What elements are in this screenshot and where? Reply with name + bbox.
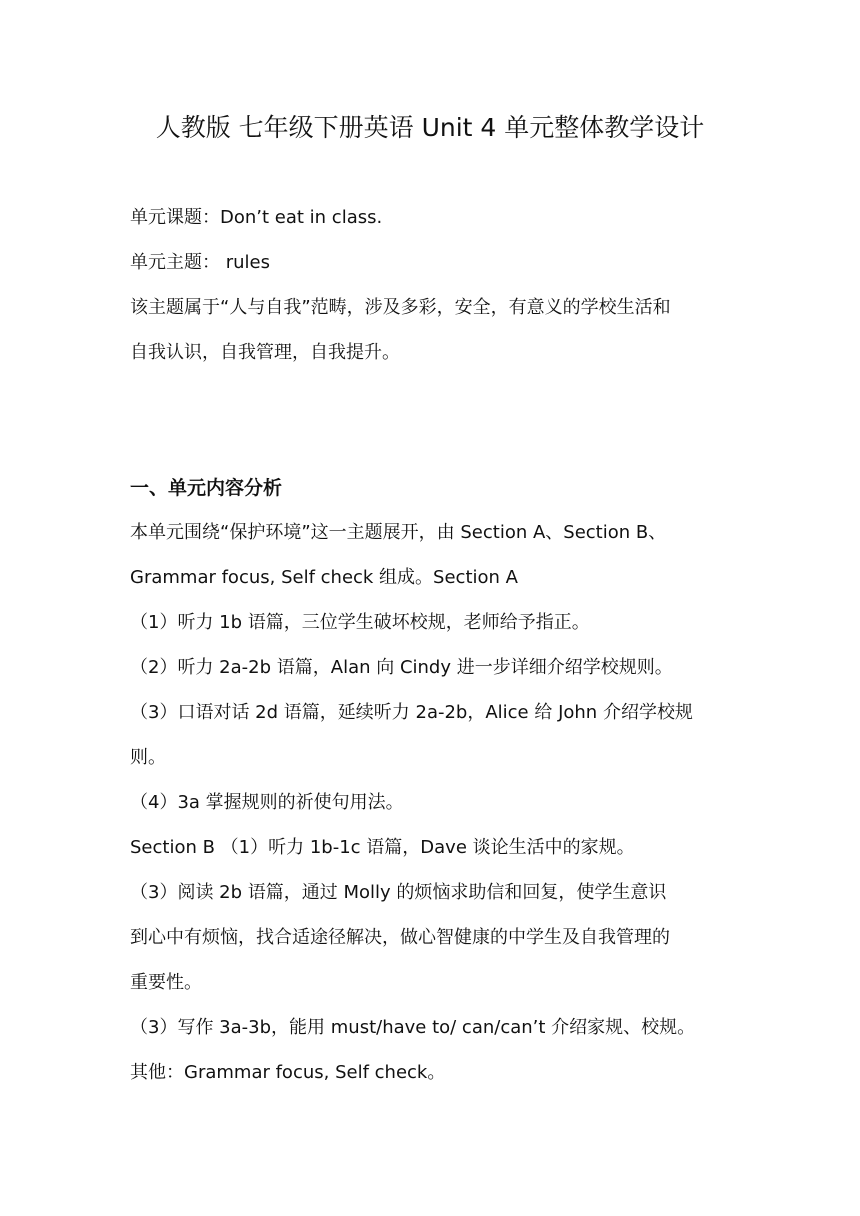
content-line: 到心中有烦恼，找合适途径解决，做心智健康的中学生及自我管理的 (130, 927, 670, 948)
theme-description-line: 自我认识，自我管理，自我提升。 (130, 342, 400, 363)
content-line: （3）写作 3a-3b，能用 must/have to/ can/can’t 介绍家规、校规。 (130, 1017, 696, 1038)
content-line: （4）3a 掌握规则的祈使句用法。 (130, 792, 404, 813)
theme-description-line: 该主题属于“人与自我”范畴，涉及多彩，安全，有意义的学校生活和 (130, 297, 671, 318)
document-title: 人教版 七年级下册英语 Unit 4 单元整体教学设计 (155, 113, 705, 142)
content-line: 其他：Grammar focus, Self check。 (130, 1062, 446, 1083)
content-line: （1）听力 1b 语篇，三位学生破坏校规，老师给予指正。 (130, 612, 590, 633)
content-line: （3）口语对话 2d 语篇，延续听力 2a-2b，Alice 给 John 介绍学校规 (130, 702, 693, 723)
content-line: 本单元围绕“保护环境”这一主题展开，由 Section A、Section B、 (130, 522, 667, 543)
content-line: 则。 (130, 747, 166, 768)
content-line: Section B （1）听力 1b-1c 语篇，Dave 谈论生活中的家规。 (130, 837, 635, 858)
content-line: Grammar focus, Self check 组成。Section A (130, 567, 518, 588)
content-line: （2）听力 2a-2b 语篇，Alan 向 Cindy 进一步详细介绍学校规则。 (130, 657, 673, 678)
content-line: 重要性。 (130, 972, 202, 993)
content-line: （3）阅读 2b 语篇，通过 Molly 的烦恼求助信和回复，使学生意识 (130, 882, 667, 903)
section-heading: 一、单元内容分析 (130, 477, 283, 499)
unit-topic: 单元课题：Don’t eat in class. (130, 207, 383, 228)
unit-theme: 单元主题： rules (130, 252, 270, 273)
